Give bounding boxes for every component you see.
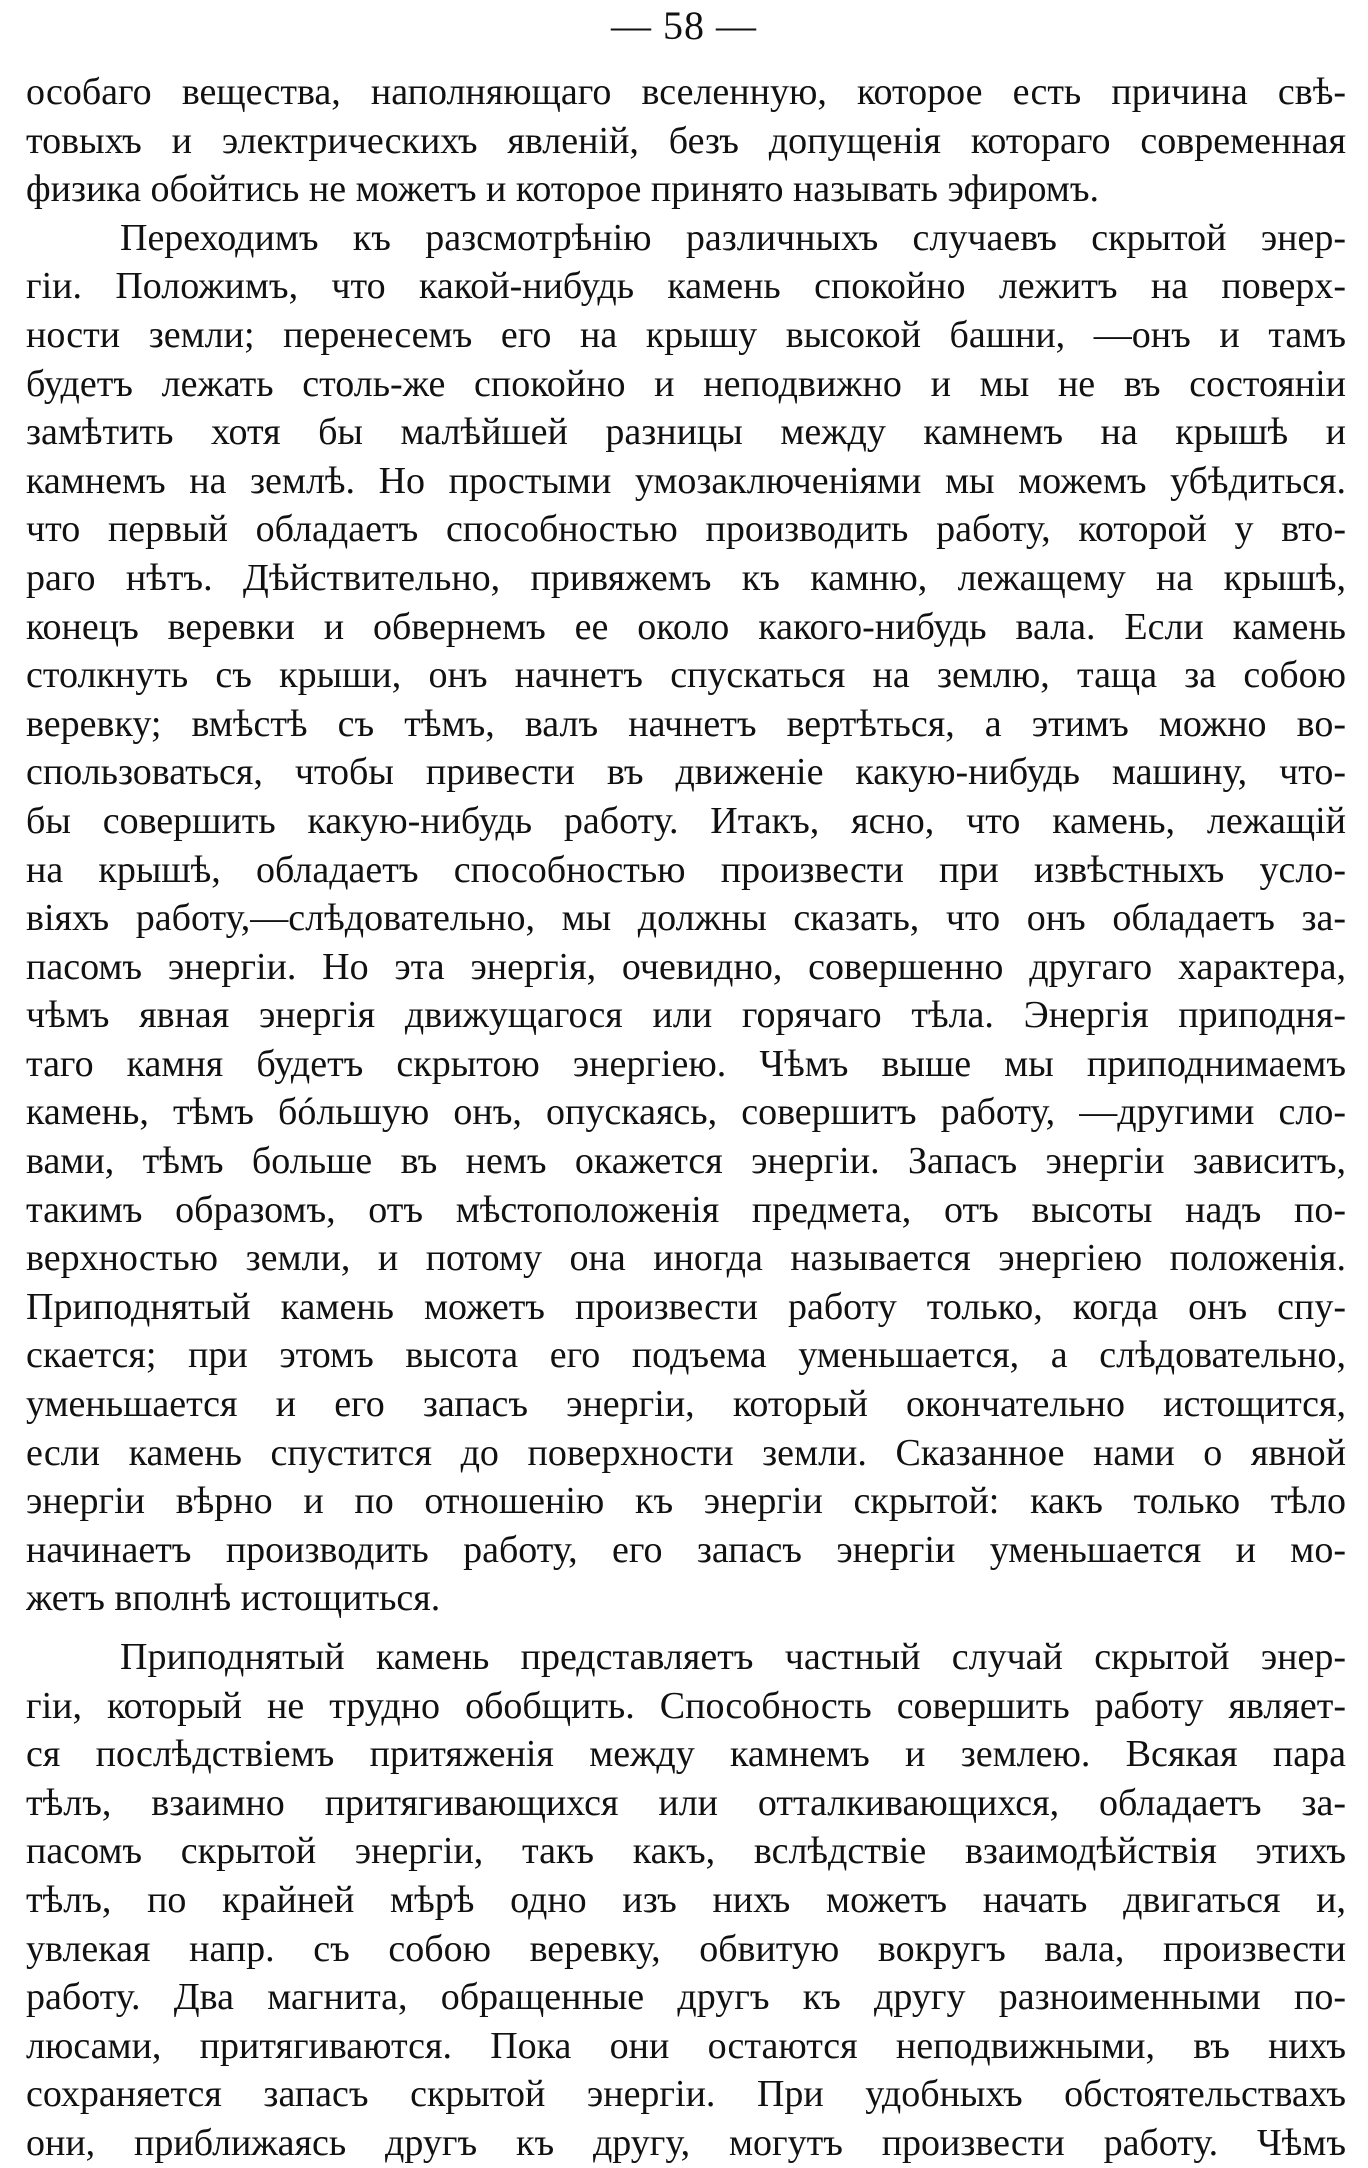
paragraph-spacer bbox=[26, 1623, 1346, 1633]
text-line: на крышѣ, обладаетъ способностью произвести при извѣстныхъ усло- bbox=[26, 848, 1346, 891]
text-line: что первый обладаетъ способностью производить работу, которой у вто- bbox=[26, 508, 1346, 551]
paragraph-1 bbox=[26, 68, 1346, 214]
text-line: тѣлъ, по крайней мѣрѣ одно изъ нихъ можетъ начать двигаться и, bbox=[26, 1878, 1346, 1921]
text-line: пасомъ скрытой энергіи, такъ какъ, вслѣдствіе взаимодѣйствія этихъ bbox=[26, 1830, 1346, 1873]
text-line: замѣтить хотя бы малѣйшей разницы между камнемъ на крышѣ и bbox=[26, 411, 1346, 454]
text-line: бы совершить какую-нибудь работу. Итакъ, ясно, что камень, лежащій bbox=[26, 799, 1346, 842]
text-line: если камень спустится до поверхности земли. Сказанное нами о явной bbox=[26, 1431, 1346, 1474]
text-line: столкнуть съ крыши, онъ начнетъ спускаться на землю, таща за собою bbox=[26, 654, 1346, 697]
text-line: Переходимъ къ разсмотрѣнію различныхъ случаевъ скрытой энер- bbox=[120, 216, 1346, 259]
text-line: люсами, притягиваются. Пока они остаются неподвижными, въ нихъ bbox=[26, 2024, 1346, 2067]
text-line: такимъ образомъ, отъ мѣстоположенія предмета, отъ высоты надъ по- bbox=[26, 1188, 1346, 1231]
text-line: гіи. Положимъ, что какой-нибудь камень спокойно лежитъ на поверх- bbox=[26, 265, 1346, 308]
text-line: скается; при этомъ высота его подъема уменьшается, а слѣдовательно, bbox=[26, 1334, 1346, 1377]
text-line: таго камня будетъ скрытою энергіею. Чѣмъ выше мы приподнимаемъ bbox=[26, 1042, 1346, 1085]
text-line: Приподнятый камень можетъ произвести работу только, когда онъ спу- bbox=[26, 1285, 1346, 1328]
text-line: чѣмъ явная энергія движущагося или горячаго тѣла. Энергія приподня- bbox=[26, 994, 1346, 1037]
text-line: будетъ лежать столь-же спокойно и неподвижно и мы не въ состояніи bbox=[26, 362, 1346, 405]
text-line: энергіи вѣрно и по отношенію къ энергіи скрытой: какъ только тѣло bbox=[26, 1480, 1346, 1523]
text-line: ности земли; перенесемъ его на крышу высокой башни, —онъ и тамъ bbox=[26, 313, 1346, 356]
page-number: — 58 — bbox=[611, 3, 757, 48]
text-line: віяхъ работу,—слѣдовательно, мы должны сказать, что онъ обладаетъ за- bbox=[26, 897, 1346, 940]
text-line: начинаетъ производить работу, его запасъ энергіи уменьшается и мо- bbox=[26, 1528, 1346, 1571]
text-line: физика обойтись не можетъ и которое принято называть эфиромъ. bbox=[26, 168, 1099, 211]
text-line: спользоваться, чтобы привести въ движеніе какую-нибудь машину, что- bbox=[26, 751, 1346, 794]
text-line: конецъ веревки и обвернемъ ее около какого-нибудь вала. Если камень bbox=[26, 605, 1346, 648]
text-line: Приподнятый камень представляетъ частный случай скрытой энер- bbox=[120, 1636, 1346, 1678]
paragraph-2 bbox=[26, 214, 1346, 1623]
text-line: тѣлъ, взаимно притягивающихся или отталкивающихся, обладаетъ за- bbox=[26, 1781, 1346, 1824]
text-line: товыхъ и электрическихъ явленій, безъ допущенія котораго современная bbox=[26, 119, 1346, 162]
text-line: жетъ вполнѣ истощиться. bbox=[26, 1577, 441, 1620]
text-line: веревку; вмѣстѣ съ тѣмъ, валъ начнетъ вертѣться, а этимъ можно во- bbox=[26, 702, 1346, 745]
text-line: особаго вещества, наполняющаго вселенную, которое есть причина свѣ- bbox=[26, 71, 1346, 113]
text-line: камень, тѣмъ бóльшую онъ, опускаясь, совершитъ работу, —другими сло- bbox=[26, 1091, 1346, 1134]
paragraph-3 bbox=[26, 1633, 1346, 2168]
text-line: они, приближаясь другъ къ другу, могутъ произвести работу. Чѣмъ bbox=[26, 2121, 1346, 2164]
text-line: пасомъ энергіи. Но эта энергія, очевидно, совершенно другаго характера, bbox=[26, 945, 1346, 988]
text-line: раго нѣтъ. Дѣйствительно, привяжемъ къ камню, лежащему на крышѣ, bbox=[26, 556, 1346, 599]
text-line: сохраняется запасъ скрытой энергіи. При удобныхъ обстоятельствахъ bbox=[26, 2073, 1346, 2116]
text-line: гіи, который не трудно обобщить. Способность совершить работу являет- bbox=[26, 1684, 1346, 1727]
text-line: верхностью земли, и потому она иногда называется энергіею положенія. bbox=[26, 1237, 1346, 1280]
text-line: ся послѣдствіемъ притяженія между камнемъ и землею. Всякая пара bbox=[26, 1733, 1346, 1776]
text-line: увлекая напр. съ собою веревку, обвитую вокругъ вала, произвести bbox=[26, 1927, 1346, 1970]
text-line: работу. Два магнита, обращенные другъ къ другу разноименными по- bbox=[26, 1976, 1346, 2019]
text-line: вами, тѣмъ больше въ немъ окажется энергіи. Запасъ энергіи зависитъ, bbox=[26, 1140, 1346, 1183]
text-line: уменьшается и его запасъ энергіи, который окончательно истощится, bbox=[26, 1383, 1346, 1426]
body-text bbox=[26, 68, 1346, 2168]
text-line: камнемъ на землѣ. Но простыми умозаключеніями мы можемъ убѣдиться. bbox=[26, 459, 1346, 502]
